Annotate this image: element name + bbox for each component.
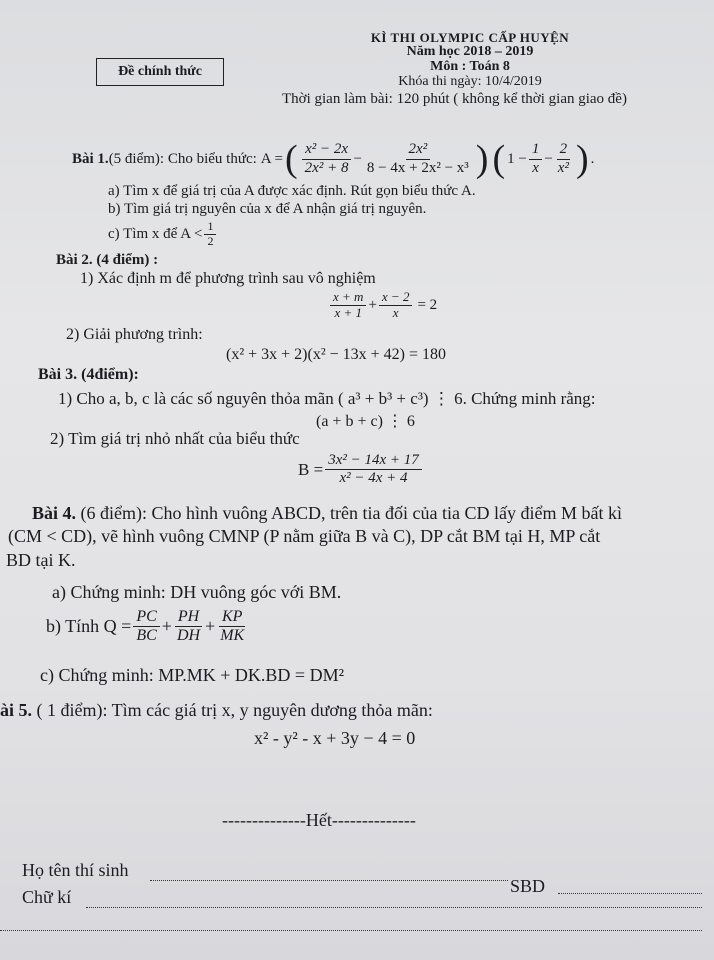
school-year: Năm học 2018 – 2019 — [406, 44, 534, 59]
bai4-q-frac1 — [133, 608, 159, 646]
end-marker: --------------Hết-------------- — [222, 810, 416, 830]
bai1-title: Bài 1. — [72, 150, 109, 167]
bai4-q-frac2 — [174, 608, 203, 646]
bai4-q3-num: KP — [219, 608, 245, 627]
bai1-one-minus: 1 − — [507, 150, 527, 167]
bai5-text: ( 1 điểm): Tìm các giá trị x, y nguyên dương thỏa mãn: — [32, 700, 433, 720]
bai1-paren-open: ( — [285, 138, 298, 180]
bai4-q3-den: MK — [220, 627, 245, 645]
bai2-title: Bài 2. (4 điểm) : — [56, 252, 159, 268]
sbd-label: SBD — [510, 876, 546, 896]
sbd-line — [558, 893, 702, 894]
bai3-b-expr — [298, 452, 424, 488]
bai2-part1: 1) Xác định m để phương trình sau vô nghiệm — [80, 270, 376, 287]
bai1-frac4-num: 2 — [557, 141, 571, 159]
bai2-eq1-frac1-num: x + m — [330, 290, 366, 306]
bai1-part-c-frac — [204, 220, 216, 249]
bai4-line2: (CM < CD), vẽ hình vuông CMNP (P nằm giữa B và C), DP cắt BM tại H, MP cắt — [8, 526, 601, 546]
bai1-part-c-num: 1 — [204, 220, 216, 235]
bai4-q2-num: PH — [175, 608, 202, 627]
exam-date: Khóa thi ngày: 10/4/2019 — [398, 74, 542, 89]
exam-heading: KÌ THI OLYMPIC CẤP HUYỆN — [370, 30, 570, 45]
bai1-part-c-den: 2 — [207, 233, 214, 248]
bai2-eq1-frac2-num: x − 2 — [379, 290, 413, 306]
bai3-title: Bài 3. (4điểm): — [38, 366, 139, 383]
bai5-statement — [0, 700, 433, 721]
bai3-b-num: 3x² − 14x + 17 — [325, 452, 422, 470]
bai5-eq: x² - y² - x + 3y − 4 = 0 — [254, 728, 416, 748]
bai1-intro: (5 điểm): Cho biểu thức: — [108, 150, 257, 167]
signature-label: Chữ kí — [22, 887, 72, 907]
bai1-paren2-open: ( — [492, 138, 506, 180]
bai1-frac3-den: x — [532, 159, 539, 176]
bai4-part-b — [46, 608, 249, 646]
bai4-q-plus2: + — [205, 616, 216, 637]
bai4-q-frac3 — [217, 608, 247, 646]
bai1-frac1 — [302, 141, 352, 177]
bai1-part-b: b) Tìm giá trị nguyên của x để A nhận giá trị nguyên. — [108, 201, 427, 217]
bai1-frac1-den: 2x² + 8 — [304, 159, 349, 176]
bai1-part-c — [108, 220, 218, 249]
bai4-line3: BD tại K. — [6, 550, 76, 570]
bai1-frac2 — [364, 141, 472, 177]
bai2-eq1-frac2-den: x — [392, 304, 399, 320]
bai2-part2: 2) Giải phương trình: — [66, 326, 203, 343]
signature-line — [86, 907, 702, 908]
bai4-q-plus1: + — [161, 616, 172, 637]
bai1-part-c-text: c) Tìm x để A < — [108, 225, 203, 242]
bai4-q1-den: BC — [136, 627, 157, 645]
bai4-part-b-text: b) Tính Q = — [46, 616, 132, 637]
bai3-b-den: x² − 4x + 4 — [339, 470, 408, 487]
bai1-frac1-num: x² − 2x — [302, 141, 351, 159]
bai2-eq1-plus: + — [368, 296, 377, 313]
bai1-frac3-num: 1 — [529, 141, 543, 159]
bai3-part1-eq: (a + b + c) ⋮ 6 — [316, 413, 415, 430]
bai1-minus2: − — [544, 150, 553, 167]
bai4-part-a: a) Chứng minh: DH vuông góc với BM. — [52, 582, 342, 602]
bai3-part2: 2) Tìm giá trị nhỏ nhất của biểu thức — [50, 429, 300, 448]
bai1-paren2-close: ) — [575, 138, 589, 180]
bai3-b-frac — [325, 452, 422, 488]
bai1-minus1: − — [353, 150, 362, 167]
bai3-part1: 1) Cho a, b, c là các số nguyên thỏa mãn ( a³ + b³ + c³) ⋮ 6. Chứng minh rằng: — [58, 389, 596, 408]
bai2-eq1-frac1 — [330, 290, 366, 321]
bai1-frac2-num: 2x² — [406, 141, 431, 159]
bai2-eq1-rhs: = 2 — [417, 296, 438, 313]
bai4-q1-num: PC — [133, 608, 159, 627]
bai2-eq2: (x² + 3x + 2)(x² − 13x + 42) = 180 — [226, 346, 447, 363]
bai1-frac4 — [555, 141, 572, 177]
official-label-box — [96, 58, 224, 86]
bai4-line1-text: (6 điểm): Cho hình vuông ABCD, trên tia đối của tia CD lấy điểm M bất kì — [76, 503, 622, 523]
bai2-eq1-frac2 — [379, 290, 413, 321]
bai4-title: Bài 4. — [32, 503, 77, 523]
bai4-part-c: c) Chứng minh: MP.MK + DK.BD = DM² — [40, 665, 344, 685]
signature-line-2 — [0, 930, 702, 931]
exam-duration: Thời gian làm bài: 120 phút ( không kể thời gian giao đề) — [282, 91, 627, 107]
bai3-b-eq: B = — [298, 459, 324, 479]
bai1-paren-close: ) — [475, 138, 489, 180]
subject: Môn : Toán 8 — [430, 59, 510, 74]
bai4-line1 — [32, 503, 622, 524]
bai5-title: ài 5. — [0, 700, 33, 720]
bai1-frac2-den: 8 − 4x + 2x² − x³ — [366, 159, 469, 176]
bai1-statement: Bài 1. (5 điểm): Cho biểu thức: A = ( $\frac{\text{x² − 2x}}{\text{2x² + 8}}$ − $\frac{\text{2x²}}{\text{8 − 4x + 2x² − x³}}$ ) ( 1 − $\frac{1}{x}$ − $\frac{2}{\text{x²}}$ ) . — [72, 138, 595, 180]
bai2-eq1-frac1-den: x + 1 — [334, 304, 362, 320]
bai4-q2-den: DH — [176, 627, 201, 645]
bai1-part-a: a) Tìm x để giá trị của A được xác định. Rút gọn biểu thức A. — [108, 183, 476, 199]
bai1-a-eq: A = — [260, 150, 284, 167]
candidate-name-label: Họ tên thí sinh — [22, 860, 129, 880]
candidate-name-line — [150, 880, 508, 881]
bai1-frac4-den: x² — [557, 159, 569, 176]
official-label: Đề chính thức — [118, 64, 202, 79]
bai1-frac3 — [529, 141, 543, 177]
bai2-eq1 — [328, 290, 437, 321]
